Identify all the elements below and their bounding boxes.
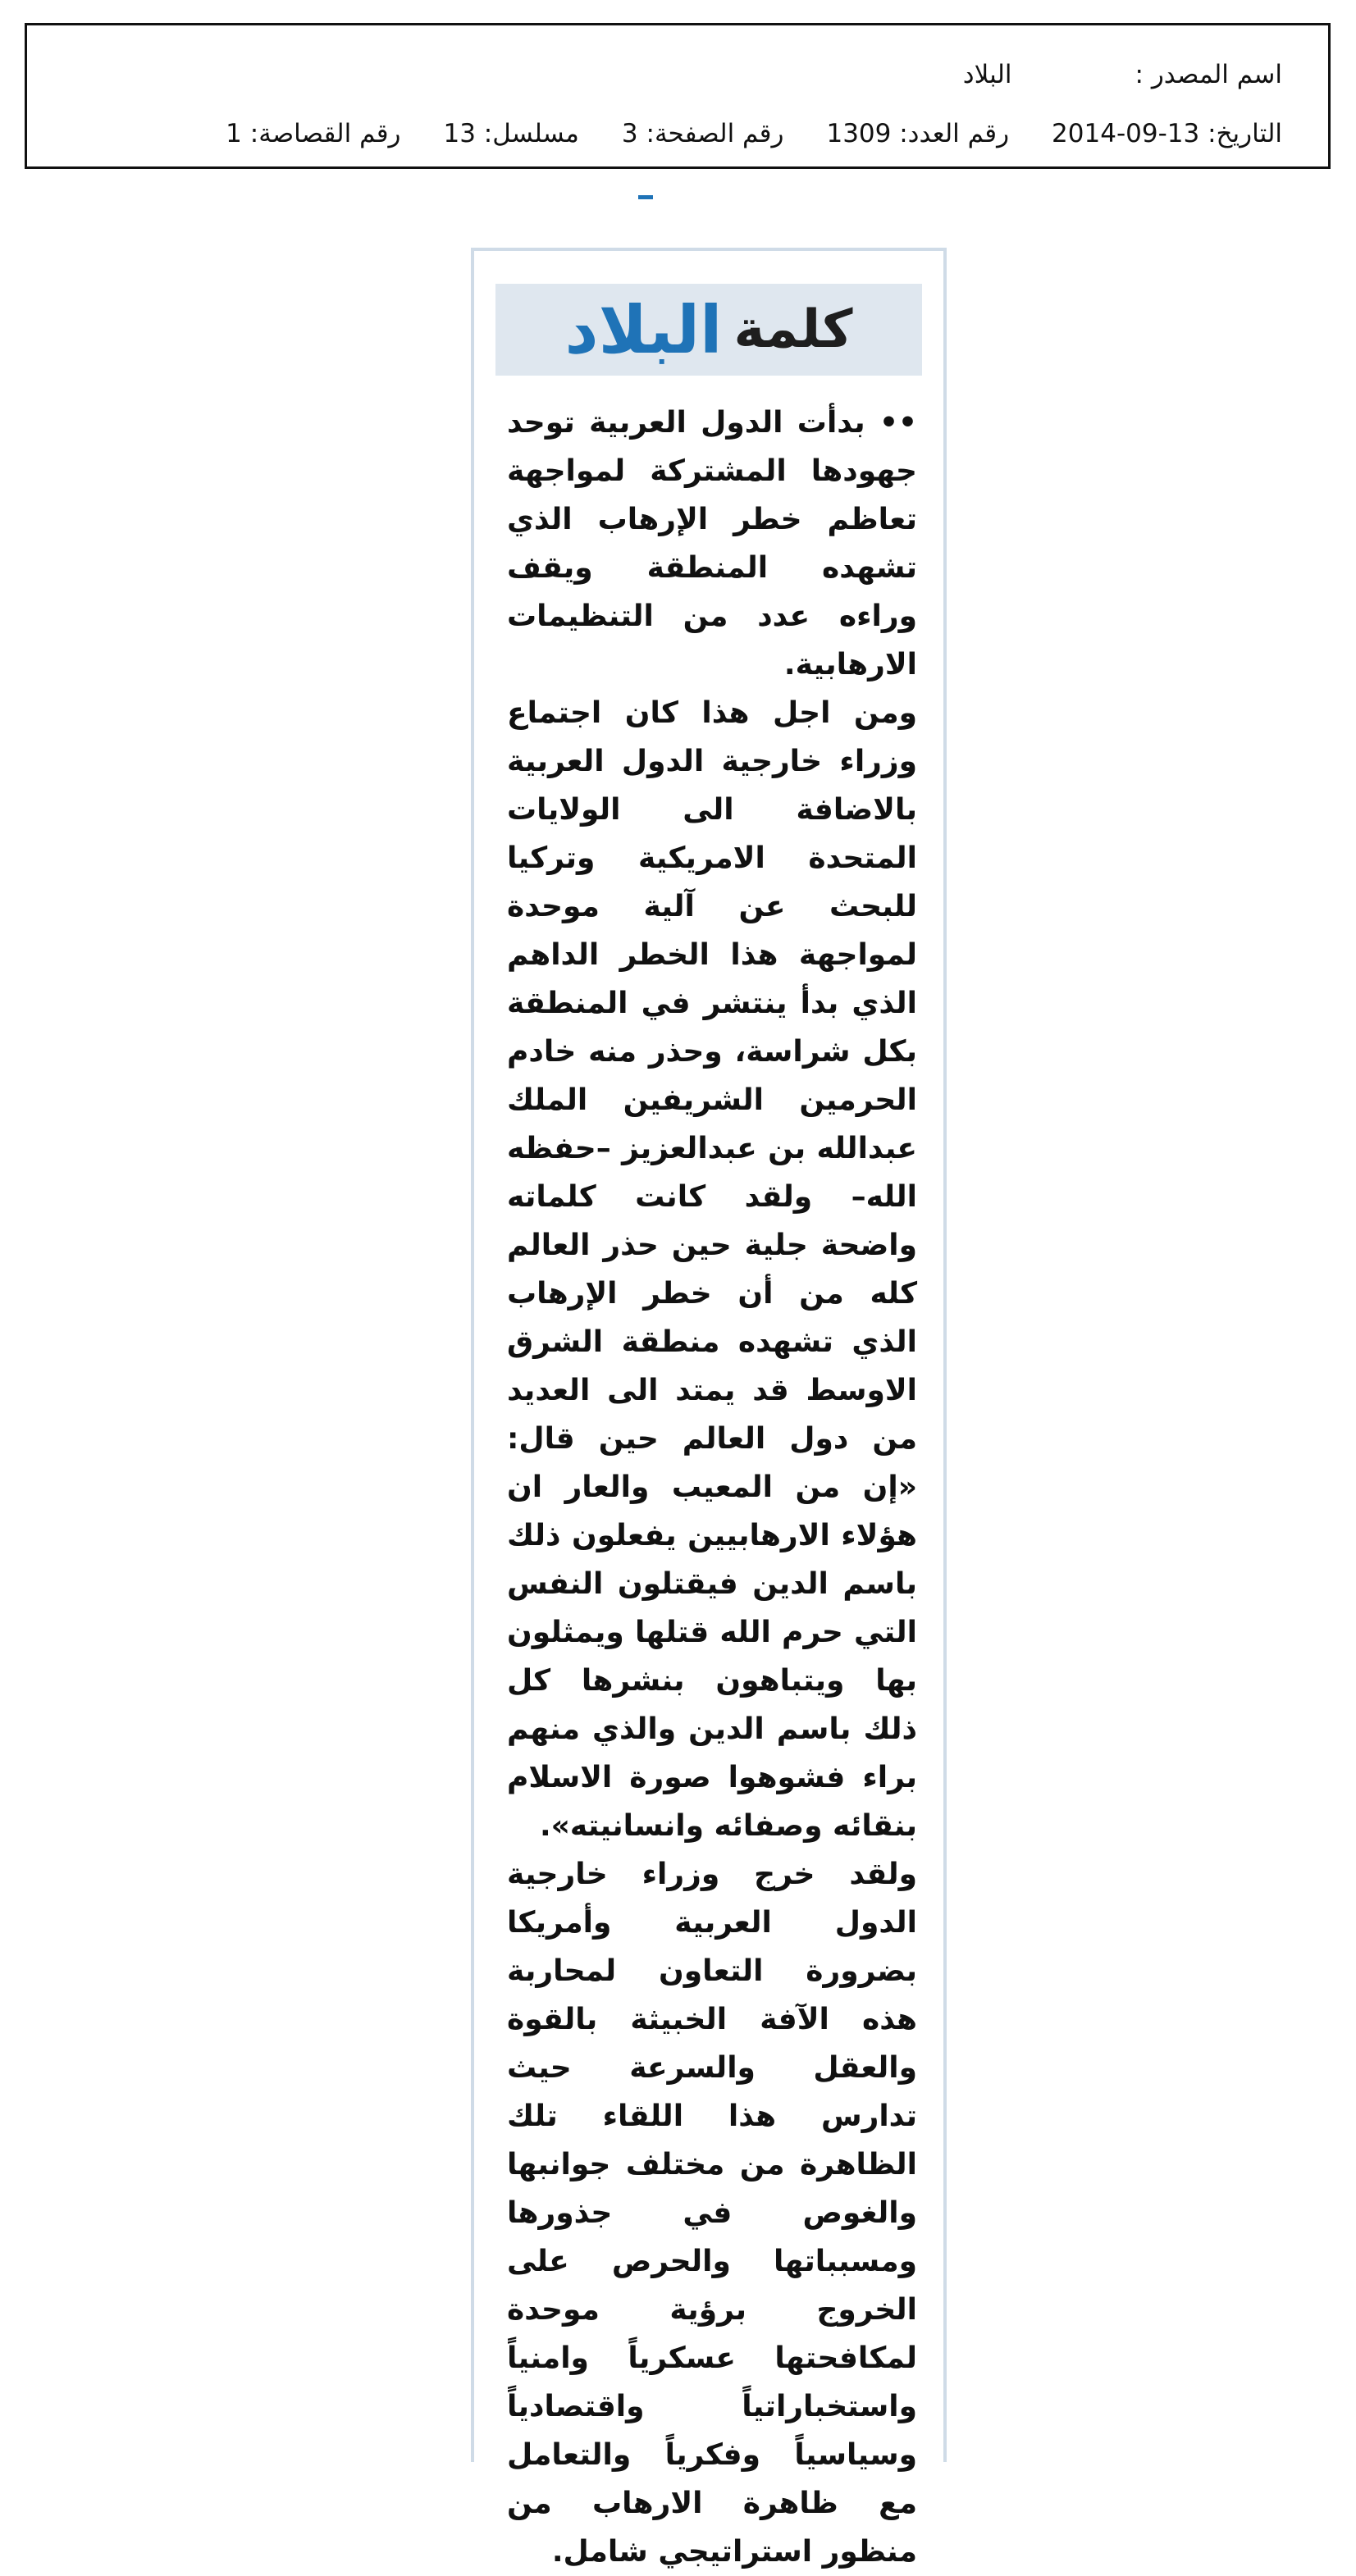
editorial-column (471, 248, 947, 2569)
details-row (226, 119, 1282, 148)
column-masthead (495, 284, 922, 376)
source-value: البلاد (962, 60, 1012, 89)
source-row (963, 60, 1282, 89)
date-field: التاريخ: 13-09-2014 (1052, 119, 1282, 148)
decorative-dash (638, 195, 653, 199)
clipping-metadata-box (25, 23, 1331, 169)
masthead-word-kalima: كلمة (733, 299, 853, 360)
clip-number-field: رقم القصاصة: 1 (226, 119, 401, 148)
source-label: اسم المصدر : (1135, 60, 1282, 89)
article-paragraph-1: •• بدأت الدول العربية توحد جهودها المشتركة لمواجهة تعاظم خطر الإرهاب الذي تشهده المنطقة ويقف وراءه عدد من التنظيمات الارهابية. (507, 406, 917, 682)
article-body (507, 399, 917, 2576)
article-paragraph-2: ومن اجل هذا كان اجتماع وزراء خارجية الدول العربية بالاضافة الى الولايات المتحدة الامريكية وتركيا للبحث عن آلية موحدة لمواجهة هذا الخطر الداهم الذي بدأ ينتشر في المنطقة بكل شراسة، وحذر منه خادم الحرمين الشريفين الملك عبدالله بن عبدالعزيز –حفظه الله– ولقد كانت كلماته واضحة جلية حين حذر العالم كله من أن خطر الإرهاب الذي تشهده منطقة الشرق الاوسط قد يمتد الى العديد من دول العالم حين قال: «إن من المعيب والعار ان هؤلاء الارهابيين يفعلون ذلك باسم الدين فيقتلون النفس التي حرم الله قتلها ويمثلون بها ويتباهون بنشرها كل ذلك باسم الدين والذي منهم براء فشوهوا صورة الاسلام بنقائه وصفائه وانسانيته». (507, 696, 917, 1843)
serial-field: مسلسل: 13 (443, 119, 579, 148)
masthead-word-albilad: البلاد (564, 291, 723, 368)
page-number-field: رقم الصفحة: 3 (621, 119, 784, 148)
issue-number-field: رقم العدد: 1309 (826, 119, 1010, 148)
article-paragraph-3: ولقد خرج وزراء خارجية الدول العربية وأمريكا بضرورة التعاون لمحاربة هذه الآفة الخبيثة بالقوة والعقل والسرعة حيث تدارس هذا اللقاء تلك الظاهرة من مختلف جوانبها والغوص في جذورها ومسبباتها والحرص على الخروج برؤية موحدة لمكافحتها عسكرياً وامنياً واستخباراتياً واقتصادياً وسياسياً وفكرياً والتعامل مع ظاهرة الارهاب من منظور استراتيجي شامل. (507, 1858, 917, 2569)
